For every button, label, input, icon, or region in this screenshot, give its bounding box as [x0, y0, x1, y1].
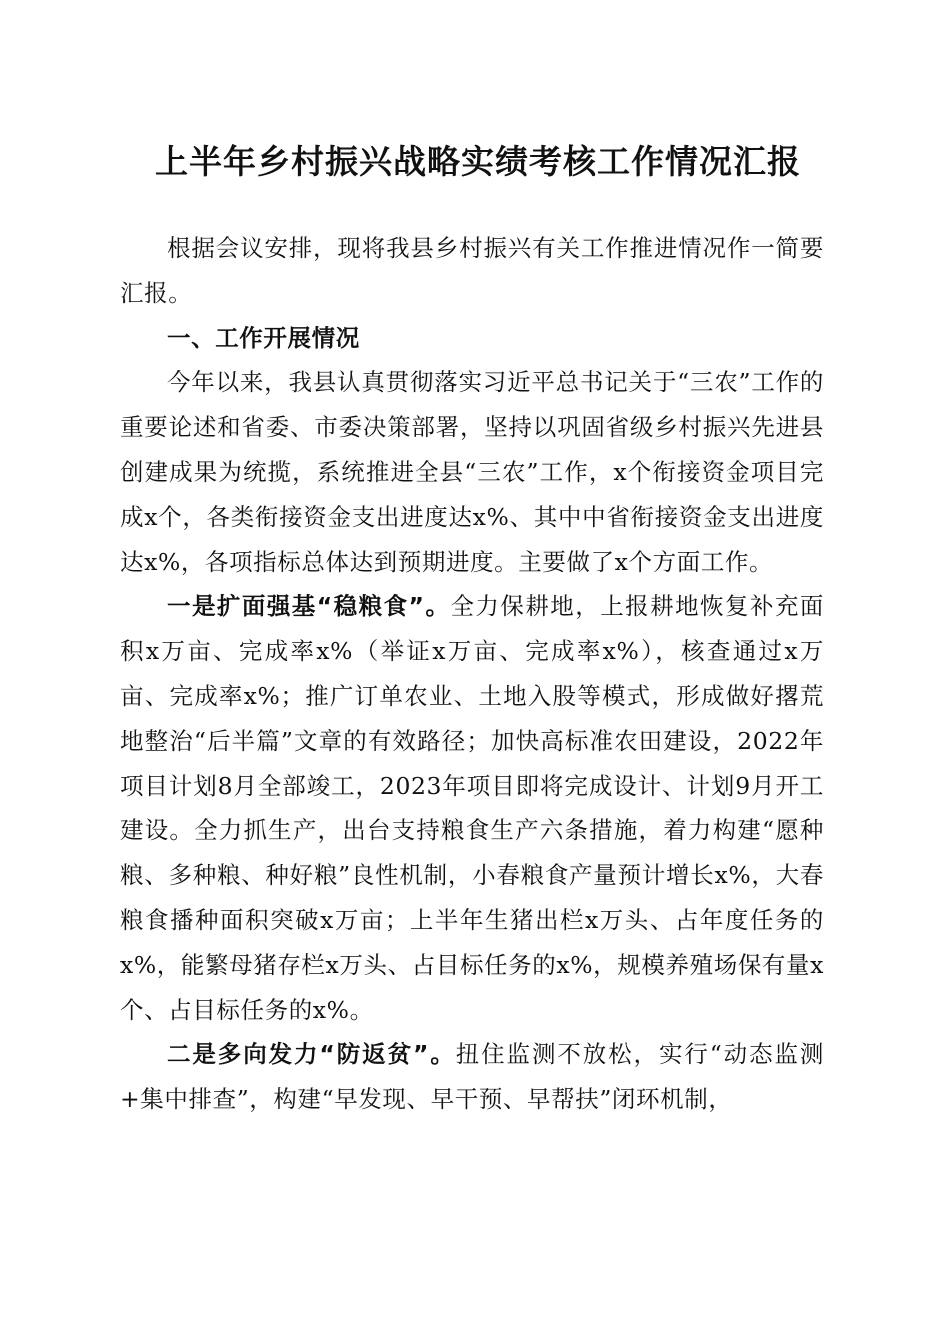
section-heading-work-progress: 一、工作开展情况	[167, 323, 360, 352]
point-one-text: 全力保耕地，上报耕地恢复补充面积x万亩、完成率x%（举证x万亩、完成率x%），核查通过x万亩、完成率x%；推广订单农业、土地入股等模式，形成做好撂荒地整治“后半篇”文章的有效路径；加快高标准农田建设，2022年项目计划8月全部竣工，2023年项目即将完成设计、计划9月开工建设。全力抓生产，出台支持粮食生产六条措施，着力构建“愿种粮、多种粮、种好粮”良性机制，小春粮食产量预计增长x%，大春粮食播种面积突破x万亩；上半年生猪出栏x万头、占年度任务的x%，能繁母猪存栏x万头、占目标任务的x%，规模养殖场保有量x个、占目标任务的x%。	[120, 592, 825, 1024]
point-one-lead: 一是扩面强基“稳粮食”。	[167, 592, 451, 621]
point-two-text: 扭住监测不放松，实行“动态监测+集中排查”，构建“早发现、早干预、早帮扶”闭环机制，	[120, 1040, 824, 1114]
point-one-paragraph	[120, 584, 824, 1032]
intro-paragraph: 根据会议安排，现将我县乡村振兴有关工作推进情况作一简要汇报。	[120, 234, 824, 307]
section-overview-paragraph: 今年以来，我县认真贯彻落实习近平总书记关于“三农”工作的重要论述和省委、市委决策部署，坚持以巩固省级乡村振兴先进县创建成果为统揽，系统推进全县“三农”工作，x个衔接资金项目完成x个，各类衔接资金支出进度达x%、其中中省衔接资金支出进度达x%，各项指标总体达到预期进度。主要做了x个方面工作。	[120, 368, 824, 576]
document-body	[120, 226, 824, 1122]
document-title: 上半年乡村振兴战略实绩考核工作情况汇报	[155, 142, 801, 181]
point-two-paragraph	[120, 1032, 824, 1122]
point-two-lead: 二是多向发力“防返贫”。	[167, 1040, 456, 1069]
